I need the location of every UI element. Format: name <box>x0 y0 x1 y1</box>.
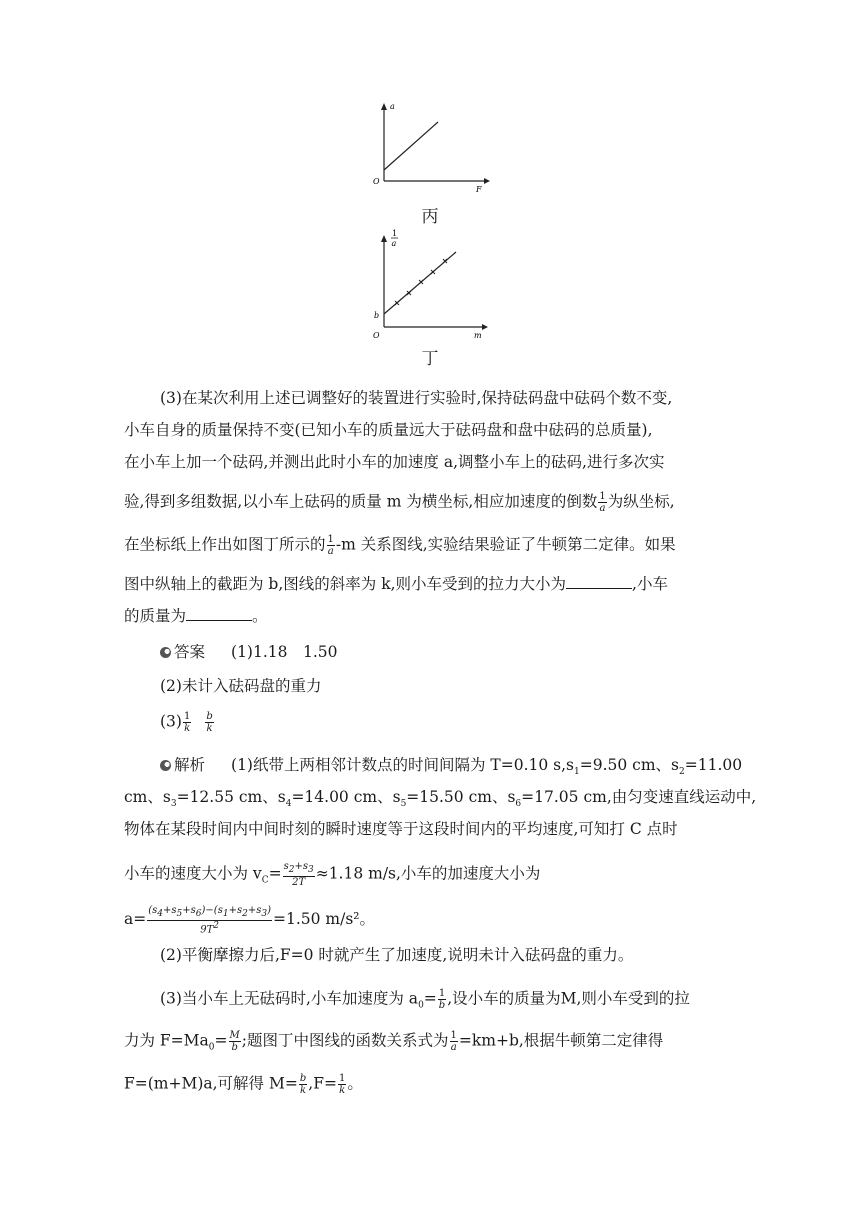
axis-label-F: F <box>476 185 482 194</box>
origin-label: O <box>373 331 380 340</box>
analysis-line-8: 力为 $F=Ma_0=$ $\frac{M}{b}$ ;题图丁中图线的函数关系式为 $\frac{1}{a}$ =km+b,根据牛顿第二定律得 <box>124 1030 664 1053</box>
answer-blank-force[interactable] <box>566 574 632 589</box>
analysis-line-1: 解析 (1)纸带上两相邻计数点的时间间隔为 T=0.10 $s,s_1=9.50$ cm、$s_2=11.00$ <box>160 755 742 782</box>
axis-label-m: m <box>474 331 482 340</box>
figure-caption-ding: 丁 <box>421 349 439 369</box>
question-line-1: (3)在某次利用上述已调整好的装置进行实验时,保持砝码盘中砝码个数不变, <box>160 389 673 407</box>
answer-line-1: 答案 (1)1.18 1.50 <box>160 642 338 662</box>
figure-bing <box>370 100 490 196</box>
analysis-marker-icon <box>160 760 171 771</box>
answer-line-3: (3) $\frac{1}{k}$ $\frac{b}{k}$ <box>160 711 213 734</box>
question-line-6: 图中纵轴上的截距为 b,图线的斜率为 k,则小车受到的拉力大小为 ,小车 <box>124 575 668 593</box>
intercept-label: b <box>374 311 380 320</box>
analysis-line-4: 小车的速度大小为 $v_C=$ $\frac{s_2+s_3}{2T}$ ≈1.18 m/s,小车的加速度大小为 <box>124 861 541 888</box>
origin-label: O <box>373 177 380 186</box>
answer-line-2: (2)未计入砝码盘的重力 <box>160 677 322 695</box>
question-line-5: 在坐标纸上作出如图丁所示的 $\frac{1}{a}$ -m 关系图线,实验结果验证了牛顿第二定律。如果 <box>124 534 676 557</box>
analysis-line-2: cm、$s_3=12.55$ cm、$s_4=14.00$ cm、$s_5=15.50$ cm、$s_6=17.05$ cm,由匀变速直线运动中, <box>124 788 757 810</box>
axis-label-inv-a: 1 <box>392 229 398 238</box>
graph-a-vs-F <box>370 100 490 196</box>
analysis-line-5: a= $\frac{(s_4+s_5+s_6)-(s_1+s_2+s_3)}{9T^2}$ =1.50 m/s²。 <box>124 905 375 936</box>
svg-text:a: a <box>391 239 397 248</box>
axis-label-a: a <box>390 102 395 111</box>
analysis-line-6: (2)平衡摩擦力后,F=0 时就产生了加速度,说明未计入砝码盘的重力。 <box>160 946 634 964</box>
graph-inv-a-vs-m <box>370 228 490 342</box>
question-line-2: 小车自身的质量保持不变(已知小车的质量远大于砝码盘和盘中砝码的总质量), <box>124 421 653 439</box>
question-line-4: 验,得到多组数据,以小车上砝码的质量 m 为横坐标,相应加速度的倒数 $\frac{1}{a}$ 为纵坐标, <box>124 491 675 514</box>
question-line-7: 的质量为 。 <box>124 607 268 625</box>
figure-ding <box>370 228 490 342</box>
analysis-line-7: (3)当小车上无砝码时,小车加速度为 $a_0=$ $\frac{1}{b}$ ,设小车的质量为M,则小车受到的拉 <box>160 988 690 1011</box>
answer-blank-mass[interactable] <box>186 606 252 621</box>
question-line-3: 在小车上加一个砝码,并测出此时小车的加速度 a,调整小车上的砝码,进行多次实 <box>124 453 665 471</box>
figure-caption-bing: 丙 <box>421 207 439 227</box>
analysis-line-9: F=(m+M)a,可解得 M= $\frac{b}{k}$ ,F= $\frac{1}{k}$ 。 <box>124 1073 363 1096</box>
answer-marker-icon <box>160 647 171 658</box>
analysis-line-3: 物体在某段时间内中间时刻的瞬时速度等于这段时间内的平均速度,可知打 C 点时 <box>124 820 678 838</box>
